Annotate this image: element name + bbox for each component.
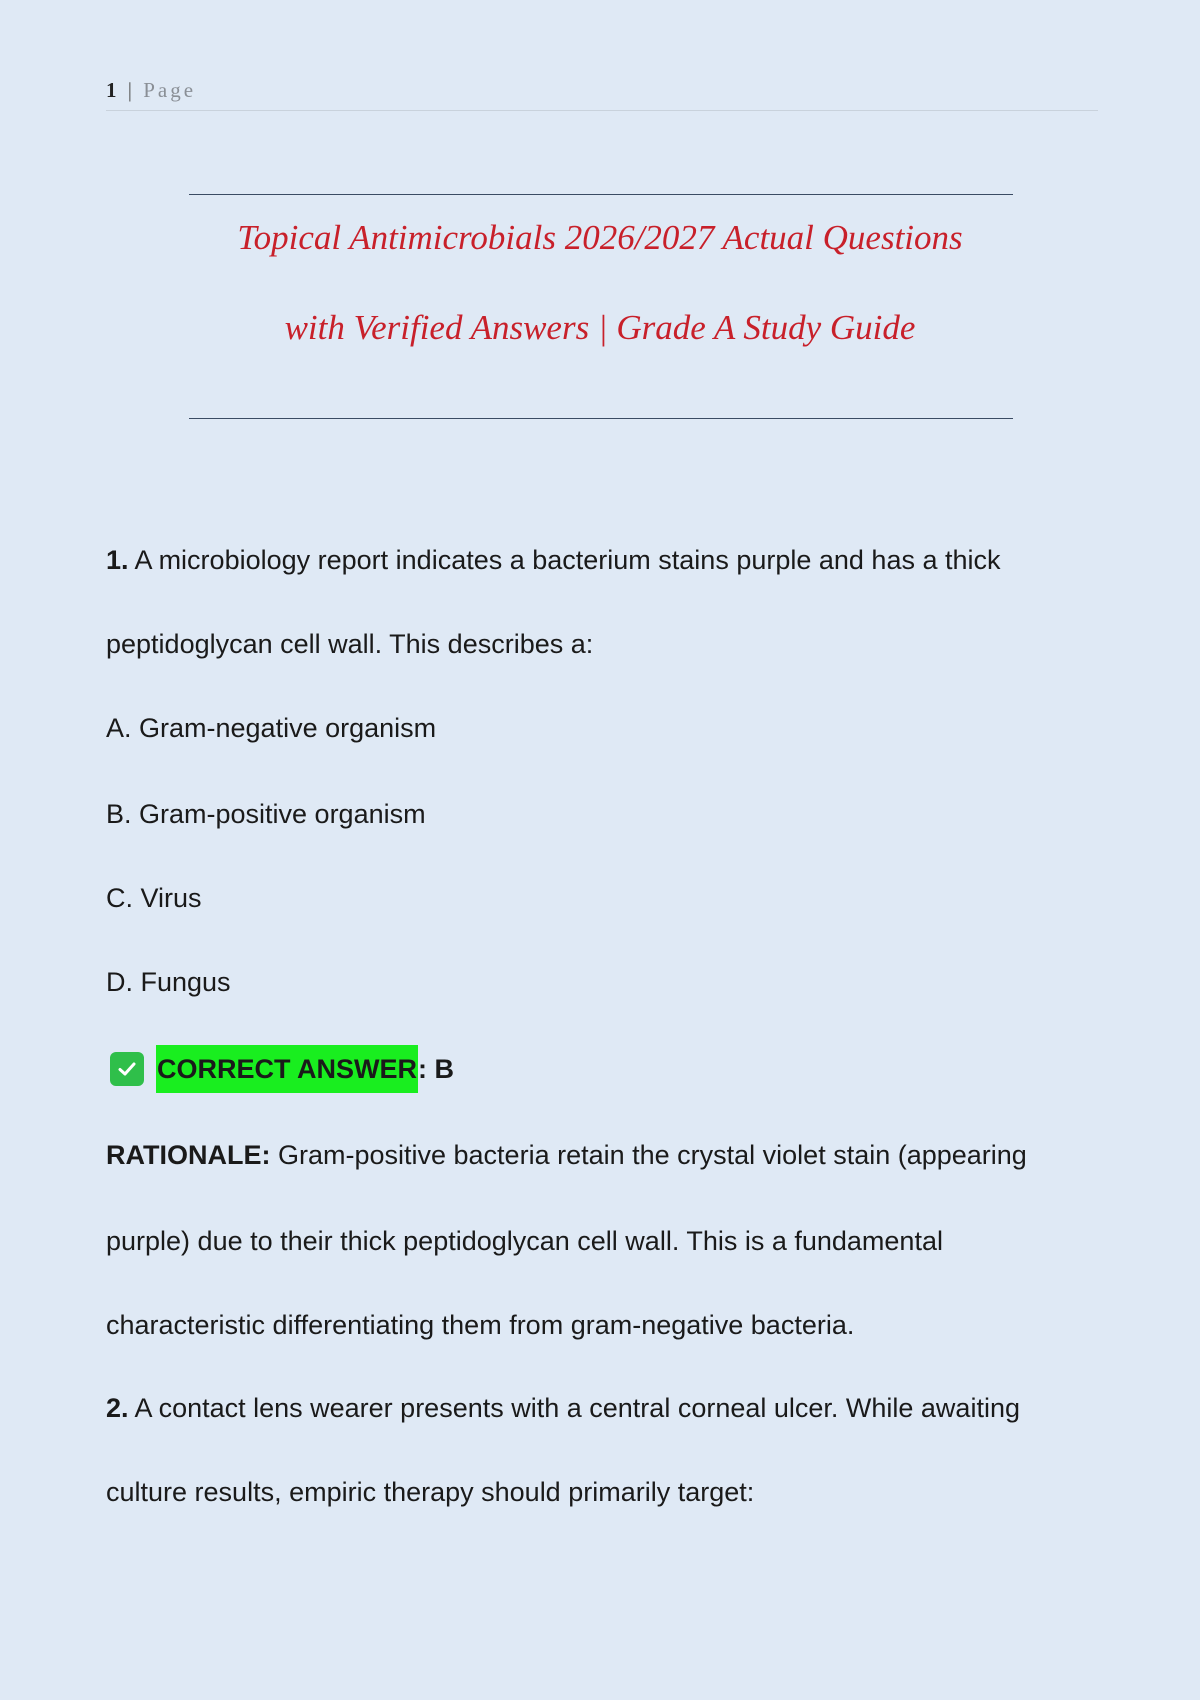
question-1-option-d: D. Fungus bbox=[106, 967, 231, 997]
question-2-number: 2. bbox=[106, 1393, 129, 1423]
question-1-option-a: A. Gram-negative organism bbox=[106, 713, 437, 743]
title-rule-top bbox=[189, 194, 1013, 195]
question-1-option-c: C. Virus bbox=[106, 883, 202, 913]
question-1-rationale-line-3: characteristic differentiating them from gram-negative bacteria. bbox=[106, 1310, 855, 1340]
question-1-line-1 bbox=[106, 545, 1001, 576]
page-header bbox=[106, 78, 1098, 111]
check-mark-icon bbox=[110, 1052, 144, 1086]
question-2-text-1: A contact lens wearer presents with a central corneal ulcer. While awaiting bbox=[128, 1393, 1020, 1423]
document-title-line-2: with Verified Answers | Grade A Study Guide bbox=[284, 308, 916, 347]
correct-answer-label: CORRECT ANSWER bbox=[156, 1045, 418, 1093]
question-1-number: 1. bbox=[106, 545, 129, 575]
question-1-text-1: A microbiology report indicates a bacterium stains purple and has a thick bbox=[134, 545, 1001, 575]
question-1-option-b: B. Gram-positive organism bbox=[106, 799, 426, 829]
question-1-rationale-line-1 bbox=[106, 1140, 1027, 1171]
document-title-line-1: Topical Antimicrobials 2026/2027 Actual Questions bbox=[237, 218, 963, 257]
rationale-label: RATIONALE: bbox=[106, 1140, 271, 1170]
page-number: 1 bbox=[106, 78, 120, 102]
page-label: Page bbox=[143, 78, 197, 102]
question-2-line-1 bbox=[106, 1393, 1020, 1424]
question-1-line-2: peptidoglycan cell wall. This describes a: bbox=[106, 629, 594, 659]
rationale-text-1: Gram-positive bacteria retain the crystal violet stain (appearing bbox=[270, 1140, 1027, 1170]
question-2-line-2: culture results, empiric therapy should primarily target: bbox=[106, 1477, 755, 1507]
correct-answer-value: : B bbox=[418, 1053, 454, 1084]
question-1-answer bbox=[110, 1045, 454, 1093]
question-1-rationale-line-2: purple) due to their thick peptidoglycan cell wall. This is a fundamental bbox=[106, 1226, 943, 1256]
page-separator: | bbox=[127, 78, 135, 102]
title-rule-bottom bbox=[189, 418, 1013, 419]
